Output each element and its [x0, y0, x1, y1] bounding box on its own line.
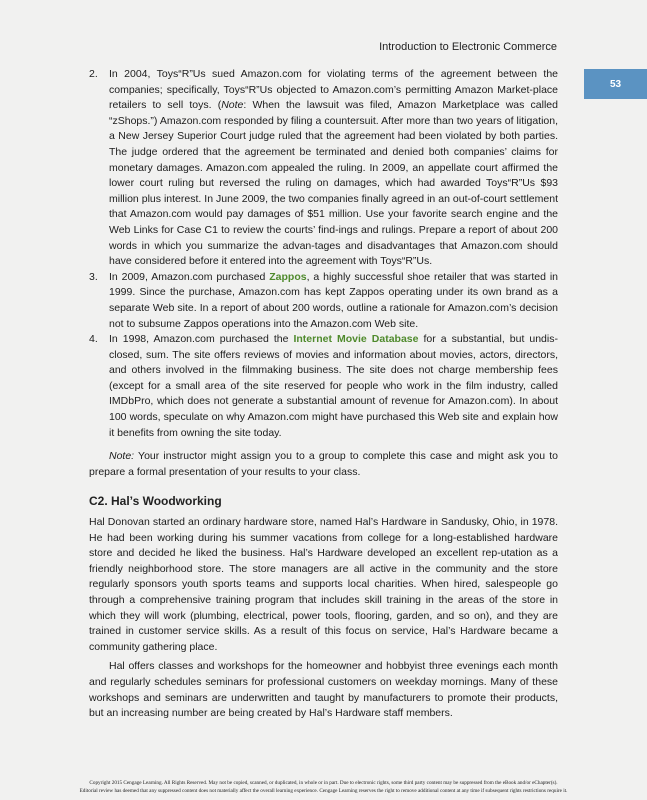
item-text: In 1998, Amazon.com purchased the Internet Movie Database for a substantial, but undis-closed, sum. The site offers reviews of movies and information about movies, actors, directors, and others involved in the filmmaking business. The site does not charge membership fees (except for a small area of the site reserved for people who work in the film industry, called IMDbPro, which does not generate a substantial amount of revenue for Amazon.com). In about 100 words, speculate on why Amazon.com might have purchased this Web site and explain how it benefits from owning the site today.	[109, 333, 558, 439]
item-number: 4.	[89, 333, 98, 346]
item-text: In 2004, Toys“R”Us sued Amazon.com for violating terms of the agreement between the companies; specifically, Toys“R”Us objected to Amazon.com’s permitting Amazon Market-place retailers to sell toys. (Note: When the lawsuit was filed, Amazon Marketplace was called “zShops.”) Amazon.com responded by filing a countersuit. After more than two years of litigation, a New Jersey Superior Court judge ruled that the agreement had been violated by both parties. The judge ordered that the agreement be terminated and denied both companies’ claims for monetary damages. Amazon.com appealed the ruling. In 2009, an appellate court affirmed the lower court ruling but reversed the ruling on damages, which had awarded Toys“R”Us $93 million plus interest. In June 2009, the two companies finally agreed in an out-of-court settlement that Amazon.com would pay damages of $51 million. Use your favorite search engine and the Web Links for Case C1 to review the courts’ find-ings and rulings. Prepare a report of about 200 words in which you summarize the advan-tages and disadvantages that Amazon.com should have considered before it entered into the agreement with Toys“R”Us.	[109, 68, 558, 268]
section-heading: C2. Hal’s Woodworking	[89, 494, 222, 509]
page-content	[89, 67, 558, 722]
instructor-note	[89, 449, 558, 480]
imdb-link[interactable]: Internet Movie Database	[293, 333, 419, 346]
body-paragraph: Hal Donovan started an ordinary hardware store, named Hal’s Hardware in Sandusky, Ohio, in 1978. He had been working during his summer vacations from college for a long-established hardware store and decided he liked the business. Hal’s Hardware developed an excellent rep-utation as a friendly neighborhood store. The store managers are all active in the community and the store regularly sponsors youth sports teams and supports local charities. When hired, salespeople go through a comprehensive training program that includes skill training in the areas of the store in which they will work (plumbing, electrical, power tools, flooring, garden, and so on), and they are trained in customer service skills. As a result of this focus on service, Hal’s Hardware became a community gathering place.	[89, 516, 558, 653]
exercise-item	[89, 270, 558, 332]
exercise-item	[89, 67, 558, 270]
page-number-tab	[584, 69, 647, 99]
item-number: 2.	[89, 68, 98, 80]
zappos-link[interactable]: Zappos	[269, 270, 307, 283]
exercise-item	[89, 332, 558, 441]
note-text: Your instructor might assign you to a group to complete this case and might ask you to prepare a formal presentation of your results to your class.	[89, 450, 558, 478]
note-label: Note:	[109, 450, 135, 463]
item-text: In 2009, Amazon.com purchased Zappos, a highly successful shoe retailer that was started in 1999. Since the purchase, Amazon.com has kept Zappos operating under its own brand as a separate Web site. In a report of about 200 words, outline a rationale for Amazon.com’s decision not to subsume Zappos operations into the Amazon.com Web site.	[109, 270, 558, 330]
footer-line: Editorial review has deemed that any suppressed content does not materially affect the overall learning experience. Cengage Learning reserves the right to remove additional content at any time if subsequent rights restrictions require it.	[79, 788, 568, 794]
running-head: Introduction to Electronic Commerce	[379, 41, 557, 53]
exercise-list	[89, 67, 558, 441]
item-number: 3.	[89, 270, 98, 283]
page-number: 53	[609, 78, 622, 90]
footer-line: Copyright 2015 Cengage Learning. All Rights Reserved. May not be copied, scanned, or duplicated, in whole or in part. Due to electronic rights, some third party content may be suppressed from the eBook and/or eChapter(s).	[89, 780, 558, 786]
body-paragraph: Hal offers classes and workshops for the homeowner and hobbyist three evenings each month and regularly schedules seminars for professional customers on weekday mornings. Many of these workshops and seminars are underwritten and taught by manufacturers to promote their products, but an increasing number are being created by Hal’s Hardware staff members.	[89, 660, 558, 720]
copyright-footer	[0, 779, 647, 795]
